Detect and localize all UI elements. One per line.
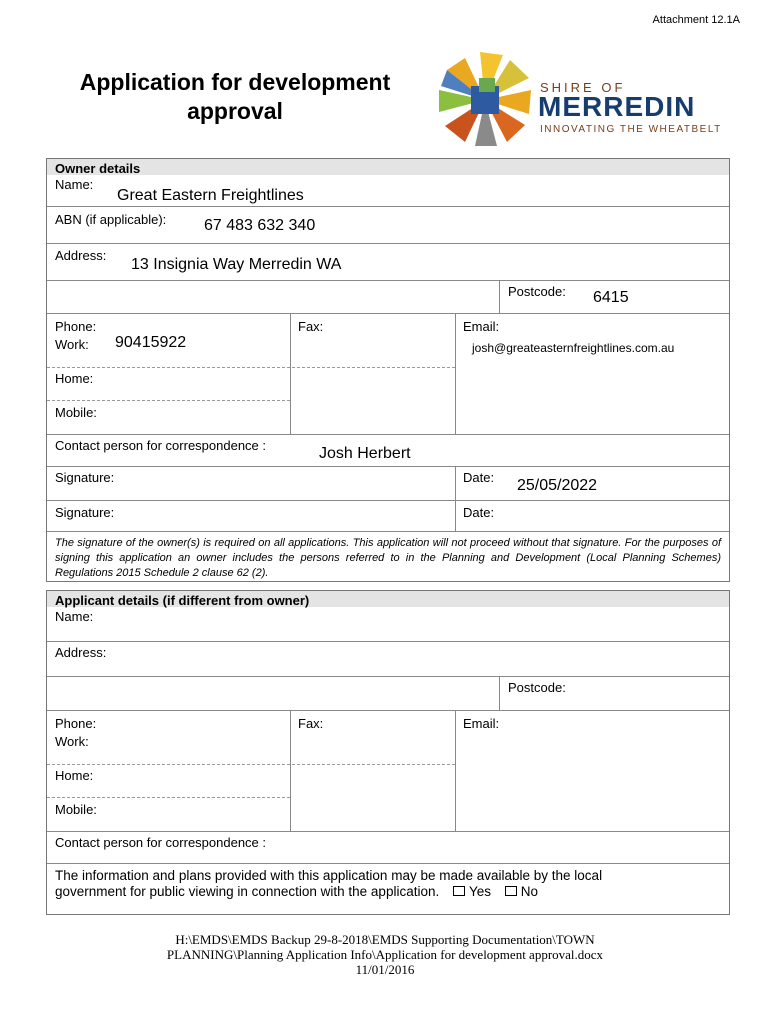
applicant-contact-person-row: [47, 832, 729, 864]
contact-person-label: Contact person for correspondence :: [55, 438, 267, 453]
applicant-name-label: Name:: [55, 609, 94, 624]
address-field[interactable]: 13 Insignia Way Merredin WA: [131, 256, 342, 273]
applicant-name-row: [47, 607, 729, 642]
applicant-address-row: [47, 642, 729, 677]
applicant-fax-label: Fax:: [298, 716, 324, 731]
name-field[interactable]: Great Eastern Freightlines: [117, 187, 304, 204]
owner-signature-row: [47, 467, 729, 501]
applicant-email-label: Email:: [463, 716, 500, 731]
date2-label: Date:: [463, 505, 495, 520]
fax-label: Fax:: [298, 319, 324, 334]
logo-tagline: INNOVATING THE WHEATBELT: [540, 124, 722, 135]
owner-signature-note: The signature of the owner(s) is required on all applications. This application will not proceed without that signature. For the purposes of signing this application an owner includes the persons referred to in the Planning and Development (Local Planning Schemes) Regulations 2015 Schedule 2 clause 62 (2).: [55, 537, 721, 579]
work-phone-field[interactable]: 90415922: [115, 334, 187, 351]
applicant-postcode-row: [47, 677, 729, 711]
logo-text-merredin: MERREDIN: [538, 91, 696, 122]
file-path-footer: H:\EMDS\EMDS Backup 29-8-2018\EMDS Supporting Documentation\TOWN PLANNING\Planning Application Info\Application for development approval.docx 11/01/2016: [166, 932, 604, 977]
owner-address-row: [47, 244, 729, 281]
yes-checkbox[interactable]: [453, 886, 465, 896]
home-label: Home:: [55, 371, 94, 386]
owner-postcode-row: [47, 281, 729, 314]
owner-contact-grid: [47, 314, 729, 435]
abn-field[interactable]: 67 483 632 340: [204, 217, 316, 234]
no-label: No: [520, 884, 539, 899]
date-field[interactable]: 25/05/2022: [517, 477, 598, 494]
address-label: Address:: [55, 248, 107, 263]
applicant-home-label: Home:: [55, 768, 94, 783]
postcode-field[interactable]: 6415: [593, 289, 629, 306]
public-viewing-text-1: The information and plans provided with this application may be made available by the local: [55, 868, 603, 883]
applicant-details-section: [46, 590, 730, 915]
postcode-label: Postcode:: [508, 284, 566, 299]
contact-person-field[interactable]: Josh Herbert: [319, 445, 411, 462]
attachment-label: Attachment 12.1A: [652, 14, 740, 26]
public-viewing-text-2: government for public viewing in connection with the application.: [55, 884, 440, 899]
date-label: Date:: [463, 470, 495, 485]
owner-details-section: [46, 158, 730, 582]
phone-label: Phone:: [55, 319, 97, 334]
email-field[interactable]: josh@greateasternfreightlines.com.au: [472, 341, 675, 355]
signature2-label: Signature:: [55, 505, 115, 520]
work-label: Work:: [55, 337, 89, 352]
owner-header: Owner details: [47, 159, 729, 175]
applicant-mobile-label: Mobile:: [55, 802, 97, 817]
name-label: Name:: [55, 177, 94, 192]
mobile-label: Mobile:: [55, 405, 97, 420]
abn-label: ABN (if applicable):: [55, 212, 167, 227]
applicant-postcode-label: Postcode:: [508, 680, 566, 695]
yes-label: Yes: [469, 884, 492, 899]
applicant-contact-person-label: Contact person for correspondence :: [55, 835, 267, 850]
applicant-work-label: Work:: [55, 734, 89, 749]
signature-label: Signature:: [55, 470, 115, 485]
applicant-contact-grid: [47, 711, 729, 832]
email-label: Email:: [463, 319, 500, 334]
applicant-phone-label: Phone:: [55, 716, 97, 731]
owner-contact-person-row: [47, 435, 729, 467]
owner-signature2-row: [47, 501, 729, 532]
logo-text-shire-of: SHIRE OF: [540, 80, 626, 95]
page-title: Application for development approval: [79, 69, 391, 124]
owner-name-row: [47, 175, 729, 207]
applicant-header: Applicant details (if different from owner): [47, 591, 729, 607]
public-viewing-row: [47, 864, 729, 912]
applicant-address-label: Address:: [55, 645, 107, 660]
owner-abn-row: [47, 207, 729, 244]
no-checkbox[interactable]: [505, 886, 517, 896]
